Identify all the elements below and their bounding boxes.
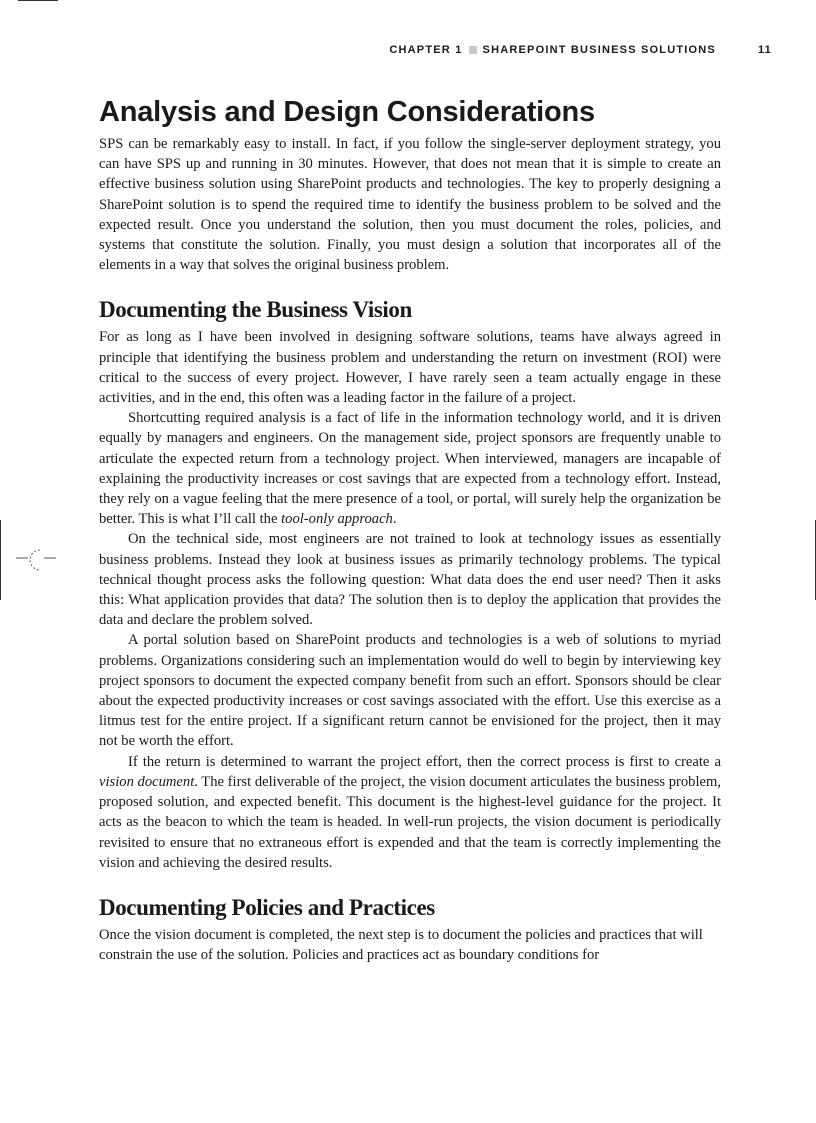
- crop-mark-left: [0, 520, 1, 600]
- paragraph: A portal solution based on SharePoint products and technologies is a web of solutions to myriad problems. Organizations considering such an implementation would do well to begin by interviewing key project sponsors to document the expected company benefit from such an effort. Sponsors should be clear about the expected productivity increases or cost savings associated with the effort. Use this exercise as a litmus test for the entire project. If a significant return cannot be envisioned for the project, then it may not be worth the effort.: [99, 632, 721, 750]
- emphasis-term: vision document: [99, 773, 195, 790]
- chapter-label: CHAPTER 1: [389, 44, 463, 56]
- paragraph: SPS can be remarkably easy to install. In fact, if you follow the single-server deployment strategy, you can have SPS up and running in 30 minutes. However, that does not mean that it is simple to create an effective business solution using SharePoint products and technologies. The key to properly designing a SharePoint solution is to spend the required time to identify the business problem to be solved and the expected result. Once you understand the solution, then you must document the roles, policies, and systems that constitute the solution. Finally, you must design a solution that incorporates all of the elements in a way that solves the original business problem.: [99, 136, 721, 274]
- section-heading-analysis: Analysis and Design Considerations: [99, 96, 595, 128]
- running-header: [99, 44, 772, 56]
- chapter-title: SHAREPOINT BUSINESS SOLUTIONS: [482, 44, 716, 56]
- registration-mark-icon: [14, 548, 58, 576]
- emphasis-term: tool-only approach: [281, 511, 393, 528]
- section-heading-policies: Documenting Policies and Practices: [99, 894, 435, 920]
- paragraph: Once the vision document is completed, the next step is to document the policies and practices that will constrain the use of the solution. Policies and practices act as boundary conditions for: [99, 926, 703, 964]
- paragraph: For as long as I have been involved in designing software solutions, teams have always agreed in principle that identifying the business problem and understanding the return on investment (ROI) were critical to the success of every project. However, I have rarely seen a team actually engage in these activities, and in the end, this often was a leading factor in the failure of a project.: [99, 329, 721, 407]
- page-number: 11: [757, 44, 772, 56]
- section-heading-business-vision: Documenting the Business Vision: [99, 297, 412, 323]
- paragraph: On the technical side, most engineers are not trained to look at technology issues as essentially business problems. Instead they look at business issues as primarily technology problems. The typical technical thought process asks the following question: What data does the end user need? Then it asks this: What application provides that data? The solution then is to deploy the application that provides the data and declare the problem solved.: [99, 531, 721, 629]
- separator-square-icon: [469, 46, 477, 54]
- crop-mark-top-left: [18, 0, 58, 1]
- paragraph: If the return is determined to warrant the project effort, then the correct process is first to create a vision document. The first deliverable of the project, the vision document articulates the business problem, proposed solution, and expected benefit. This document is the highest-level guidance for the project. It acts as the beacon to which the team is headed. In well-run projects, the vision document is periodically revisited to ensure that no extraneous effort is expended and that the team is correctly implementing the vision and achieving the desired results.: [99, 753, 721, 871]
- page-body: [99, 96, 721, 965]
- paragraph: Shortcutting required analysis is a fact of life in the information technology world, and it is driven equally by managers and engineers. On the management side, project sponsors are frequently unable to articulate the expected return from a technology project. When interviewed, managers are incapable of explaining the productivity increases or cost savings that are expected from a technology effort. Instead, they rely on a vague feeling that the mere presence of a tool, or portal, will surely help the organization be better. This is what I’ll call the tool-only approach.: [99, 410, 721, 528]
